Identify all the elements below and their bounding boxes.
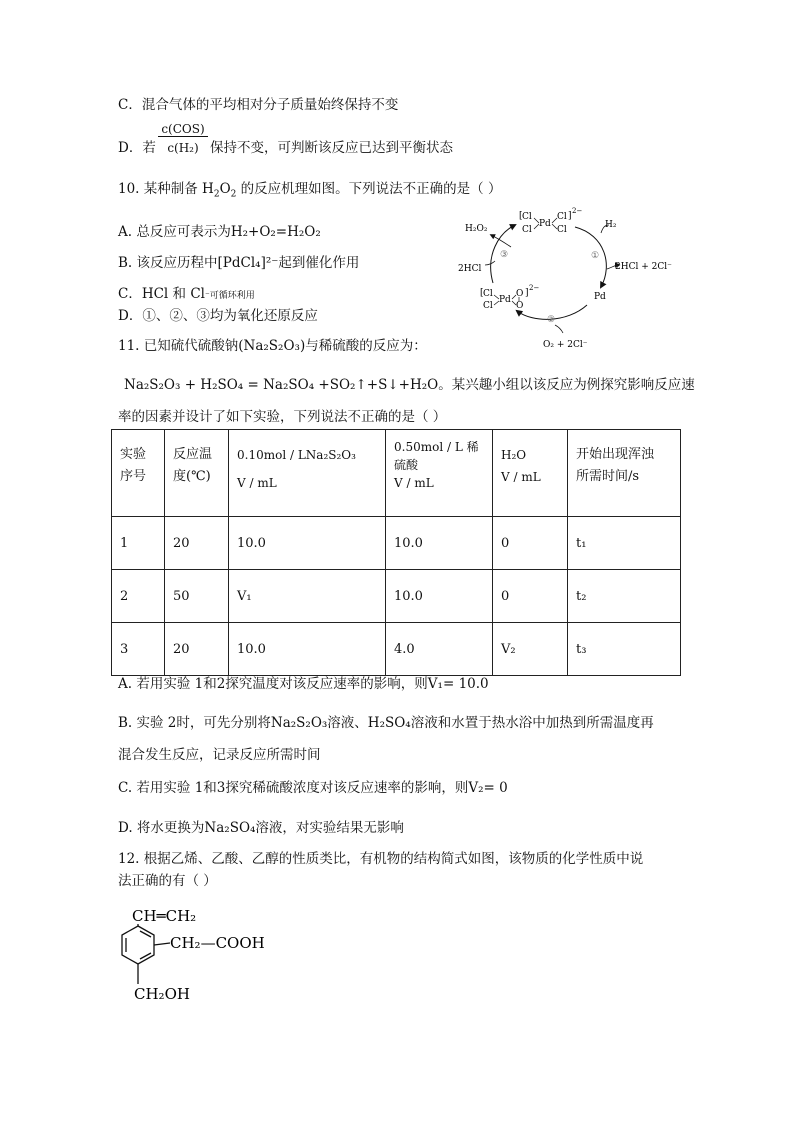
header-cell: 实验 序号 [112, 430, 165, 517]
experiment-table [111, 429, 681, 676]
o2-cl-reagent-label: O₂ + 2Cl⁻ [543, 340, 588, 350]
step-2-marker: ② [547, 315, 556, 325]
q12-stem-line1: 12. 根据乙烯、乙酸、乙醇的性质类比，有机物的结构简式如图，该物质的化学性质中说 [118, 851, 644, 867]
table-cell: t₂ [568, 570, 681, 623]
svg-text:2−: 2− [529, 284, 540, 292]
table-cell: t₃ [568, 623, 681, 676]
table-cell: t₁ [568, 517, 681, 570]
pdcl4-complex [519, 207, 582, 235]
table-cell: 4.0 [386, 623, 493, 676]
header-cell: 反应温 度(℃) [165, 430, 229, 517]
q9-fraction-denominator: c(H₂) [158, 136, 208, 155]
svg-text:]: ] [525, 288, 529, 298]
step-1-marker: ① [591, 251, 600, 261]
svg-text:O: O [516, 301, 524, 311]
h2-label: H₂ [605, 220, 617, 230]
q11-stem-line2: 率的因素并设计了如下实验，下列说法不正确的是（ ） [118, 409, 447, 425]
svg-text:Cl: Cl [557, 212, 567, 222]
hcl-cl-product-label: 2HCl + 2Cl⁻ [615, 262, 672, 272]
q11-option-a: A. 若用实验 1和2探究温度对该反应速率的影响，则V₁= 10.0 [118, 676, 489, 692]
table-cell: 3 [112, 623, 165, 676]
header-cell: 0.10mol / LNa₂S₂O₃ V / mL [229, 430, 386, 517]
svg-text:Cl: Cl [522, 212, 532, 222]
q10-option-b: B. 该反应历程中[PdCl₄]²⁻起到催化作用 [118, 255, 360, 271]
q9-option-d-prefix: D．若 [118, 140, 156, 156]
table-cell: 2 [112, 570, 165, 623]
hydroxymethyl-group: CH₂OH [134, 985, 190, 1003]
svg-text:Cl: Cl [522, 225, 532, 235]
table-cell: 0 [493, 517, 568, 570]
q11-equation: Na₂S₂O₃ + H₂SO₄ = Na₂SO₄ +SO₂↑+S↓+H₂O [124, 377, 439, 393]
table-cell: 1 [112, 517, 165, 570]
svg-text:Pd: Pd [499, 295, 511, 305]
table-cell: 10.0 [229, 623, 386, 676]
svg-text:[: [ [519, 211, 523, 221]
svg-text:]: ] [568, 211, 572, 221]
q10-option-a: A. 总反应可表示为H₂+O₂=H₂O₂ [118, 224, 321, 240]
table-cell: 10.0 [386, 517, 493, 570]
svg-text:Cl: Cl [483, 289, 493, 299]
table-row [112, 570, 681, 623]
svg-text:O: O [516, 289, 524, 299]
vinyl-group: CH═CH₂ [132, 907, 197, 925]
table-row [112, 623, 681, 676]
table-cell: 0 [493, 570, 568, 623]
q9-option-d-suffix: 保持不变，可判断该反应已达到平衡状态 [210, 140, 453, 156]
q11-option-d: D. 将水更换为Na₂SO₄溶液，对实验结果无影响 [118, 820, 404, 836]
reaction-mechanism-diagram [455, 205, 680, 355]
header-cell: 开始出现浑浊 所需时间/s [568, 430, 681, 517]
table-cell: 20 [165, 517, 229, 570]
step-3-marker: ③ [500, 250, 509, 260]
pdcl4-formula: [PdCl₄]²⁻ [217, 255, 279, 271]
hcl-reagent-label: 2HCl [458, 264, 482, 274]
q9-fraction [158, 122, 208, 155]
q11-option-c: C. 若用实验 1和3探究稀硫酸浓度对该反应速率的影响，则V₂= 0 [118, 780, 508, 796]
q10-stem: 10. 某种制备 $H_2O_2$ 的反应机理如图。下列说法不正确的是（ ） [118, 181, 502, 200]
q9-fraction-numerator: c(COS) [161, 122, 205, 136]
svg-text:Cl: Cl [483, 301, 493, 311]
header-cell: 0.50mol / L 稀 硫酸 V / mL [386, 430, 493, 517]
svg-text:Pd: Pd [539, 219, 551, 229]
table-cell: 50 [165, 570, 229, 623]
table-cell: 20 [165, 623, 229, 676]
header-cell: H₂O V / mL [493, 430, 568, 517]
table-cell: V₁ [229, 570, 386, 623]
svg-text:[: [ [480, 288, 484, 298]
table-cell: 10.0 [386, 570, 493, 623]
q11-stem: 11. 已知硫代硫酸钠(Na₂S₂O₃)与稀硫酸的反应为： [118, 338, 427, 354]
table-cell: 10.0 [229, 517, 386, 570]
benzene-ring [122, 924, 170, 984]
peroxo-complex [480, 284, 539, 311]
q12-stem-line2: 法正确的有（ ） [118, 873, 217, 889]
pd-label: Pd [594, 292, 606, 302]
svg-text:Cl: Cl [557, 225, 567, 235]
q11-option-b-line2: 混合发生反应，记录反应所需时间 [118, 747, 321, 763]
structural-formula [118, 900, 298, 1010]
table-row [112, 517, 681, 570]
h2o2-label: H₂O₂ [465, 224, 488, 234]
q11-option-b-line1: B. 实验 2时，可先分别将Na₂S₂O₃溶液、H₂SO₄溶液和水置于热水浴中加热到所需温度再 [118, 715, 654, 731]
q11-equation-line: Na₂S₂O₃ + H₂SO₄ = Na₂SO₄ +SO₂↑+S↓+H₂O。某兴趣小组以该反应为例探究影响反应速 [124, 377, 695, 393]
table-cell: V₂ [493, 623, 568, 676]
table-header-row [112, 430, 681, 517]
svg-text:2−: 2− [572, 207, 583, 215]
side-chain: CH₂—COOH [170, 934, 265, 952]
q10-option-c: C．HCl 和 Cl⁻可循环利用 [118, 286, 255, 302]
q9-option-c: C．混合气体的平均相对分子质量始终保持不变 [118, 97, 399, 113]
q10-option-d: D．①、②、③均为氧化还原反应 [118, 308, 318, 324]
